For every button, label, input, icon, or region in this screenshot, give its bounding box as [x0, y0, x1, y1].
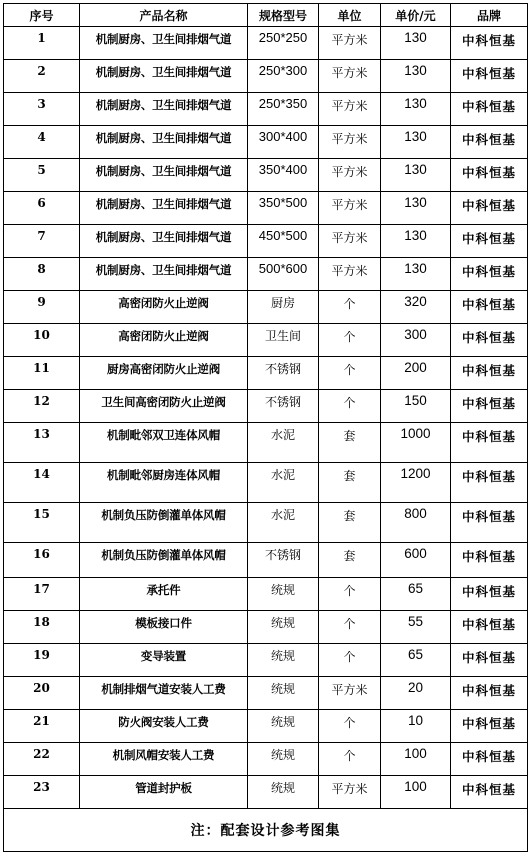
table-row — [4, 710, 528, 743]
row-no-cell: 9 — [4, 291, 80, 324]
row-spec-cell: 统规 — [248, 578, 319, 611]
row-price-cell: 100 — [381, 743, 451, 776]
row-price-cell: 320 — [381, 291, 451, 324]
row-spec-cell: 500*600 — [248, 258, 319, 291]
row-no-cell: 10 — [4, 324, 80, 357]
row-brand-cell: 中科恒基 — [451, 578, 528, 611]
table-body — [4, 27, 528, 809]
header-spec: 规格型号 — [248, 4, 319, 27]
row-unit-cell: 套 — [319, 463, 381, 503]
row-brand-cell: 中科恒基 — [451, 611, 528, 644]
row-brand-cell: 中科恒基 — [451, 710, 528, 743]
row-brand-cell: 中科恒基 — [451, 644, 528, 677]
row-unit-cell: 套 — [319, 503, 381, 543]
row-spec-cell: 250*350 — [248, 93, 319, 126]
row-brand-cell: 中科恒基 — [451, 503, 528, 543]
table-row — [4, 423, 528, 463]
table-row — [4, 611, 528, 644]
header-unit-price: 单价/元 — [381, 4, 451, 27]
row-spec-cell: 不锈钢 — [248, 543, 319, 578]
row-name-cell: 厨房高密闭防火止逆阀 — [80, 357, 248, 390]
row-price-cell: 65 — [381, 644, 451, 677]
row-price-cell: 1200 — [381, 463, 451, 503]
table-row — [4, 578, 528, 611]
row-unit-cell: 个 — [319, 390, 381, 423]
row-unit-cell: 套 — [319, 423, 381, 463]
row-no-cell: 16 — [4, 543, 80, 578]
row-name-cell: 机制负压防倒灌单体风帽 — [80, 503, 248, 543]
table-row — [4, 159, 528, 192]
row-name-cell: 卫生间高密闭防火止逆阀 — [80, 390, 248, 423]
row-no-cell: 5 — [4, 159, 80, 192]
table-row — [4, 463, 528, 503]
row-name-cell: 机制厨房、卫生间排烟气道 — [80, 225, 248, 258]
row-unit-cell: 个 — [319, 743, 381, 776]
row-name-cell: 管道封护板 — [80, 776, 248, 809]
row-brand-cell: 中科恒基 — [451, 192, 528, 225]
table-row — [4, 644, 528, 677]
row-price-cell: 130 — [381, 159, 451, 192]
row-brand-cell: 中科恒基 — [451, 543, 528, 578]
row-brand-cell: 中科恒基 — [451, 291, 528, 324]
row-unit-cell: 平方米 — [319, 776, 381, 809]
row-no-cell: 17 — [4, 578, 80, 611]
table-row — [4, 93, 528, 126]
row-unit-cell: 平方米 — [319, 27, 381, 60]
row-name-cell: 机制厨房、卫生间排烟气道 — [80, 192, 248, 225]
row-spec-cell: 水泥 — [248, 463, 319, 503]
header-no: 序号 — [4, 4, 80, 27]
row-unit-cell: 平方米 — [319, 126, 381, 159]
row-unit-cell: 个 — [319, 644, 381, 677]
note-row — [4, 809, 528, 852]
row-name-cell: 承托件 — [80, 578, 248, 611]
table-row — [4, 324, 528, 357]
row-price-cell: 130 — [381, 192, 451, 225]
row-name-cell: 机制厨房、卫生间排烟气道 — [80, 27, 248, 60]
row-price-cell: 600 — [381, 543, 451, 578]
row-spec-cell: 统规 — [248, 710, 319, 743]
row-spec-cell: 卫生间 — [248, 324, 319, 357]
table-row — [4, 743, 528, 776]
table-row — [4, 291, 528, 324]
row-name-cell: 防火阀安装人工费 — [80, 710, 248, 743]
row-price-cell: 100 — [381, 776, 451, 809]
row-no-cell: 22 — [4, 743, 80, 776]
note-cell: 注：配套设计参考图集 — [4, 809, 528, 852]
row-brand-cell: 中科恒基 — [451, 463, 528, 503]
table-row — [4, 503, 528, 543]
row-price-cell: 800 — [381, 503, 451, 543]
row-price-cell: 130 — [381, 27, 451, 60]
row-price-cell: 130 — [381, 225, 451, 258]
table-row — [4, 258, 528, 291]
row-spec-cell: 450*500 — [248, 225, 319, 258]
row-price-cell: 10 — [381, 710, 451, 743]
row-spec-cell: 水泥 — [248, 423, 319, 463]
row-name-cell: 机制毗邻厨房连体风帽 — [80, 463, 248, 503]
row-unit-cell: 平方米 — [319, 192, 381, 225]
row-name-cell: 高密闭防火止逆阀 — [80, 291, 248, 324]
row-unit-cell: 平方米 — [319, 60, 381, 93]
row-price-cell: 20 — [381, 677, 451, 710]
row-brand-cell: 中科恒基 — [451, 743, 528, 776]
row-no-cell: 3 — [4, 93, 80, 126]
row-name-cell: 机制负压防倒灌单体风帽 — [80, 543, 248, 578]
row-spec-cell: 统规 — [248, 743, 319, 776]
row-unit-cell: 平方米 — [319, 93, 381, 126]
row-price-cell: 1000 — [381, 423, 451, 463]
row-no-cell: 20 — [4, 677, 80, 710]
row-no-cell: 2 — [4, 60, 80, 93]
row-spec-cell: 不锈钢 — [248, 357, 319, 390]
table-row — [4, 543, 528, 578]
row-no-cell: 12 — [4, 390, 80, 423]
table-row — [4, 677, 528, 710]
row-brand-cell: 中科恒基 — [451, 357, 528, 390]
row-no-cell: 8 — [4, 258, 80, 291]
row-unit-cell: 平方米 — [319, 159, 381, 192]
row-name-cell: 机制厨房、卫生间排烟气道 — [80, 258, 248, 291]
row-price-cell: 55 — [381, 611, 451, 644]
table-row — [4, 390, 528, 423]
row-spec-cell: 统规 — [248, 644, 319, 677]
row-brand-cell: 中科恒基 — [451, 93, 528, 126]
row-brand-cell: 中科恒基 — [451, 776, 528, 809]
row-brand-cell: 中科恒基 — [451, 225, 528, 258]
row-price-cell: 130 — [381, 93, 451, 126]
row-no-cell: 23 — [4, 776, 80, 809]
row-spec-cell: 300*400 — [248, 126, 319, 159]
row-price-cell: 300 — [381, 324, 451, 357]
row-name-cell: 机制厨房、卫生间排烟气道 — [80, 60, 248, 93]
row-no-cell: 6 — [4, 192, 80, 225]
row-unit-cell: 个 — [319, 324, 381, 357]
row-no-cell: 7 — [4, 225, 80, 258]
row-unit-cell: 个 — [319, 357, 381, 390]
row-brand-cell: 中科恒基 — [451, 423, 528, 463]
row-price-cell: 130 — [381, 258, 451, 291]
row-no-cell: 15 — [4, 503, 80, 543]
row-name-cell: 机制厨房、卫生间排烟气道 — [80, 159, 248, 192]
row-name-cell: 变导装置 — [80, 644, 248, 677]
row-brand-cell: 中科恒基 — [451, 677, 528, 710]
row-unit-cell: 套 — [319, 543, 381, 578]
row-spec-cell: 统规 — [248, 677, 319, 710]
row-name-cell: 机制厨房、卫生间排烟气道 — [80, 126, 248, 159]
row-name-cell: 机制毗邻双卫连体风帽 — [80, 423, 248, 463]
row-spec-cell: 水泥 — [248, 503, 319, 543]
row-price-cell: 130 — [381, 60, 451, 93]
row-spec-cell: 350*400 — [248, 159, 319, 192]
row-spec-cell: 350*500 — [248, 192, 319, 225]
row-no-cell: 18 — [4, 611, 80, 644]
row-name-cell: 高密闭防火止逆阀 — [80, 324, 248, 357]
header-row — [4, 4, 528, 27]
row-unit-cell: 平方米 — [319, 225, 381, 258]
row-brand-cell: 中科恒基 — [451, 258, 528, 291]
header-brand: 品牌 — [451, 4, 528, 27]
row-name-cell: 机制排烟气道安装人工费 — [80, 677, 248, 710]
row-price-cell: 65 — [381, 578, 451, 611]
header-product-name: 产品名称 — [80, 4, 248, 27]
row-brand-cell: 中科恒基 — [451, 126, 528, 159]
table-row — [4, 60, 528, 93]
row-name-cell: 机制风帽安装人工费 — [80, 743, 248, 776]
row-price-cell: 200 — [381, 357, 451, 390]
row-spec-cell: 250*300 — [248, 60, 319, 93]
row-unit-cell: 平方米 — [319, 258, 381, 291]
table-row — [4, 27, 528, 60]
row-spec-cell: 不锈钢 — [248, 390, 319, 423]
table-row — [4, 357, 528, 390]
row-unit-cell: 平方米 — [319, 677, 381, 710]
row-spec-cell: 统规 — [248, 776, 319, 809]
row-brand-cell: 中科恒基 — [451, 324, 528, 357]
table-row — [4, 192, 528, 225]
row-no-cell: 13 — [4, 423, 80, 463]
row-spec-cell: 250*250 — [248, 27, 319, 60]
table-row — [4, 225, 528, 258]
row-price-cell: 150 — [381, 390, 451, 423]
row-unit-cell: 个 — [319, 710, 381, 743]
row-unit-cell: 个 — [319, 611, 381, 644]
row-price-cell: 130 — [381, 126, 451, 159]
row-no-cell: 19 — [4, 644, 80, 677]
row-brand-cell: 中科恒基 — [451, 27, 528, 60]
row-brand-cell: 中科恒基 — [451, 390, 528, 423]
row-no-cell: 11 — [4, 357, 80, 390]
row-spec-cell: 统规 — [248, 611, 319, 644]
row-spec-cell: 厨房 — [248, 291, 319, 324]
row-brand-cell: 中科恒基 — [451, 159, 528, 192]
table-row — [4, 126, 528, 159]
row-no-cell: 1 — [4, 27, 80, 60]
table-row — [4, 776, 528, 809]
row-unit-cell: 个 — [319, 291, 381, 324]
header-unit: 单位 — [319, 4, 381, 27]
row-name-cell: 模板接口件 — [80, 611, 248, 644]
price-table — [3, 3, 528, 852]
row-no-cell: 4 — [4, 126, 80, 159]
row-no-cell: 21 — [4, 710, 80, 743]
row-unit-cell: 个 — [319, 578, 381, 611]
row-name-cell: 机制厨房、卫生间排烟气道 — [80, 93, 248, 126]
row-brand-cell: 中科恒基 — [451, 60, 528, 93]
row-no-cell: 14 — [4, 463, 80, 503]
